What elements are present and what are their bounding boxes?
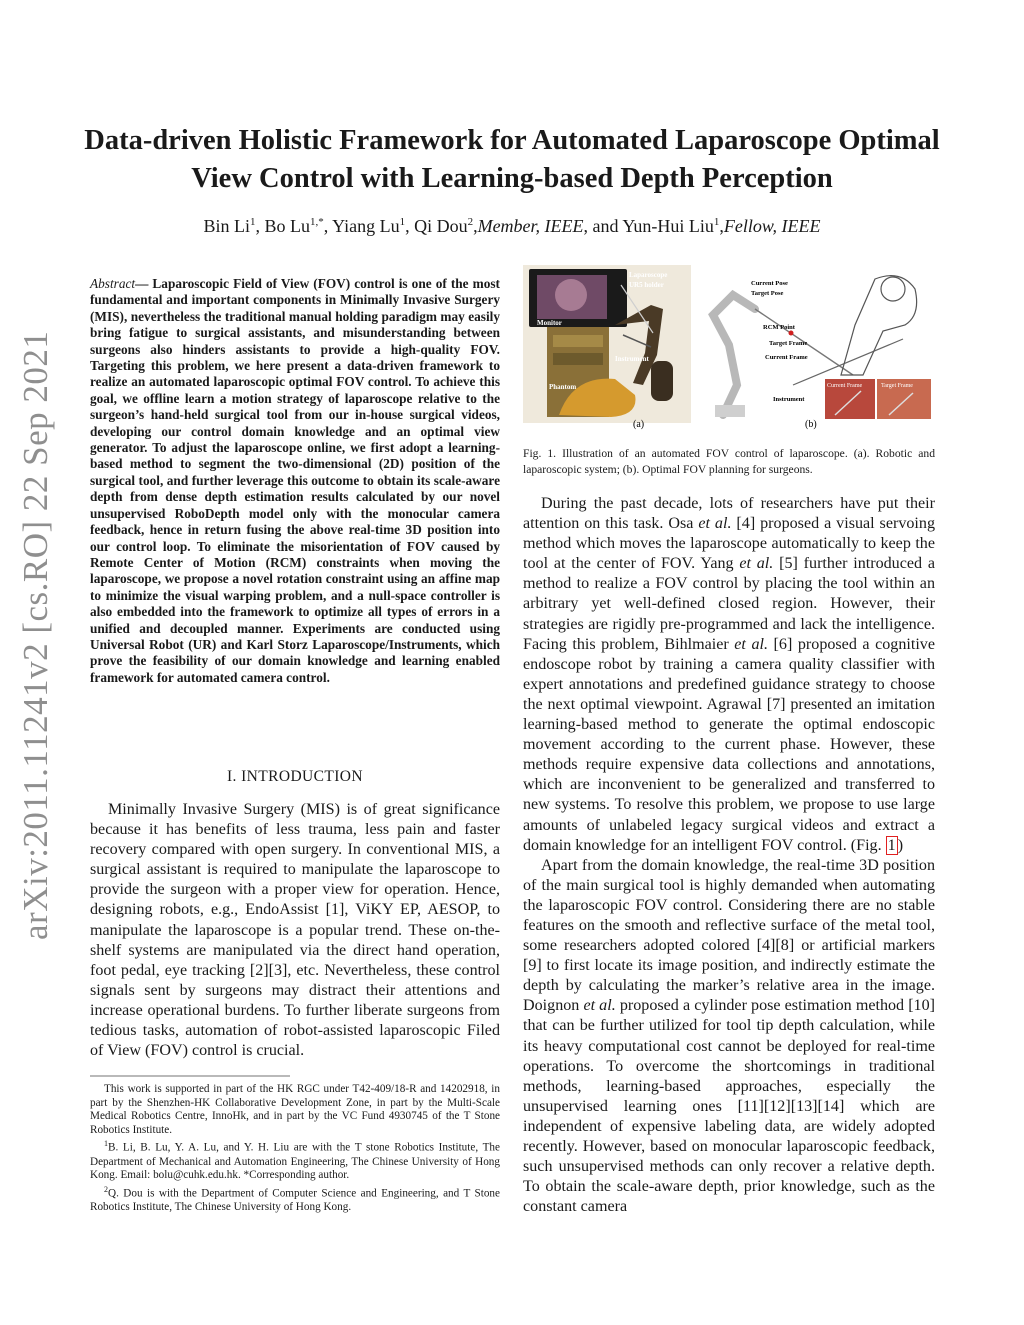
figure-label: UR5 holder bbox=[629, 281, 664, 289]
author-affiliation-mark: 1 bbox=[249, 216, 256, 228]
figure-label: Instrument bbox=[615, 355, 649, 363]
figure-1 bbox=[523, 265, 935, 435]
figure-label: Current Frame bbox=[765, 354, 808, 361]
text: [6] proposed a cognitive endoscope robot by training a camera quality classifier with expert annotations and predefined guidance strategy to choose the next optimal viewpoint. Agrawal [7] presented an imitation learning-based method to generate the optimal endoscopic movement according to the current phase. However, these methods require expensive data collections and annotations, which are inconvenient to be generalized and transferred to new systems. To resolve this problem, we propose to use large amounts of unlabeled legacy surgical videos and extract a domain knowledge for an intelligent FOV control. (Fig. bbox=[523, 635, 936, 854]
footnote-mark: 1 bbox=[104, 1139, 108, 1149]
paragraph bbox=[523, 494, 935, 856]
text: et al. bbox=[583, 997, 616, 1015]
footnote-affiliation-2 bbox=[90, 1183, 500, 1215]
figure-label: Target Frame bbox=[881, 383, 913, 389]
intro-text: Minimally Invasive Surgery (MIS) is of great significance because it has benefits of less trauma, less pain and faster recovery compared with open surgery. In conventional MIS, a surgical assistant is required to manipulate the laparoscope to provide the surgeon with a proper view for operation. Hence, designing robots, e.g., EndoAssist [1], ViKY EP, AESOP, to manipulate the laparoscope is a popular trend. These on-the-shelf systems are manipulated via the direct hand operation, foot pedal, eye tracking [2][3], etc. Nevertheless, these control signals sent by surgeons may distract their attentions and increase operational burdens. To further liberate surgeons from tedious tasks, automation of robot-assisted laparoscopic Filed of View (FOV) control is crucial. bbox=[90, 801, 500, 1060]
author-name: Yun-Hui Liu bbox=[622, 216, 714, 236]
footnote-affiliation-1 bbox=[90, 1137, 500, 1183]
text: [5] further introduced a method to realize a FOV control by placing the tool within an arbitrary yet well-defined closed region. However, their strategies are rigidly pre-programmed and lack the intelligence. Facing this problem, Bihlmaier bbox=[523, 555, 935, 653]
introduction-paragraph bbox=[90, 800, 500, 1061]
figure-label: Instrument bbox=[773, 396, 805, 403]
abstract-label: Abstract bbox=[90, 276, 136, 291]
text: During the past decade, lots of researchers have put their attention on this task. Osa bbox=[523, 495, 935, 533]
footnotes bbox=[90, 1083, 500, 1215]
figure-label: Laparoscope bbox=[629, 271, 668, 279]
text: et al. bbox=[739, 555, 774, 573]
right-column-text bbox=[523, 494, 935, 1217]
figure-panel-b bbox=[699, 265, 935, 423]
text: ) bbox=[897, 836, 904, 854]
text: proposed a cylinder pose estimation method [10] that can be further utilized for tool tip depth calculation, while its heavy computational cost cannot be deployed for real-time operations. To overcome the shortcomings in traditional methods, learning-based approaches, especially the unsupervised learning ones [11][12][13][14] which are independent of expensive labeling data, are widely adopted recently. However, based on monocular laparoscopic feedback, such unsupervised methods can only recover a relative depth. To obtain the scale-aware depth, prior knowledge, such as the constant camera bbox=[523, 997, 936, 1216]
author-name: Qi Dou bbox=[414, 216, 468, 236]
title-line-1: Data-driven Holistic Framework for Automated Laparoscope Optimal bbox=[84, 125, 940, 156]
footnote-mark: 2 bbox=[104, 1184, 108, 1194]
figure-label: Phantom bbox=[549, 383, 577, 391]
author-list: Bin Li$^1$, Bo $Lu^{1,*}$, Yiang Lu$^1$, Qi Dou$^2$,Member, IEEE, and Yun-Hui Liu$^1$,Fellow, IEEE bbox=[203, 216, 821, 236]
figure-label: Current Frame bbox=[827, 383, 863, 389]
footnote-funding: This work is supported in part of the HK RGC under T42-409/18-R and 14202918, in part by the Shenzhen-HK Collaborative Development Zone, in part by the Multi-Scale Medical Robotics Centre, InnoHk, and in part by the VC Fund 4930745 of the T Stone Robotics Institute. bbox=[90, 1083, 500, 1136]
author-affiliation-mark: 1 bbox=[713, 216, 720, 228]
text: Apart from the domain knowledge, the real-time 3D position of the main surgical tool is highly demanded when automating the laparoscopic FOV control. Considering there are no stable features on the smooth and reflective surface of the metal tool, some researchers adopted colored [4][8] or artificial markers [9] to first locate its image position, and indirectly estimate the depth by calculating the marker’s relative area in the image. Doignon bbox=[523, 856, 935, 1015]
figure-reference-link[interactable]: 1 bbox=[887, 836, 896, 854]
figure-caption: Fig. 1. Illustration of an automated FOV control of laparoscope. (a). Robotic and laparoscopic system; (b). Optimal FOV planning for surgeons. bbox=[523, 447, 935, 476]
arxiv-identifier: arXiv:2011.11241v2 [cs.RO] 22 Sep 2021 bbox=[16, 330, 55, 940]
text: et al. bbox=[734, 635, 768, 653]
figure-panel-a bbox=[523, 265, 691, 423]
rcm-point-marker bbox=[789, 331, 794, 336]
footnote-text: Q. Dou is with the Department of Computer Science and Engineering, and T Stone Robotics Institute, The Chinese University of Hong Kong. bbox=[90, 1187, 500, 1214]
text: [4] proposed a visual servoing method which moves the laparoscope automatically to keep the tool at the center of FOV. Yang bbox=[523, 515, 935, 573]
author-name: Bin Li bbox=[203, 216, 250, 236]
section-heading-introduction: I. INTRODUCTION bbox=[226, 768, 363, 785]
figure-label: Current Pose bbox=[751, 280, 788, 287]
figure-label: Monitor bbox=[537, 319, 562, 327]
figure-label: Target Frame bbox=[769, 340, 808, 347]
author-affiliation-mark: 1 bbox=[399, 216, 406, 228]
author-role: Fellow, IEEE bbox=[723, 216, 821, 236]
author-conjunction: and bbox=[592, 216, 619, 236]
author-affiliation-mark: 2 bbox=[467, 216, 474, 228]
figure-label: Target Pose bbox=[751, 290, 784, 297]
text: et al. bbox=[698, 515, 732, 533]
footnote-text: B. Li, B. Lu, Y. A. Lu, and Y. H. Liu are with the T stone Robotics Institute, The Department of Mechanical and Automation Engineering, The Chinese University of Hong Kong. Email: bolu@cuhk.edu.hk. *Corresponding author. bbox=[90, 1142, 500, 1182]
figure-label: RCM Point bbox=[763, 324, 795, 331]
author-name: Bo Lu bbox=[264, 216, 310, 236]
author-role: Member, IEEE bbox=[477, 216, 584, 236]
author-affiliation-mark: 1,* bbox=[309, 216, 324, 228]
abstract-text: — Laparoscopic Field of View (FOV) control is one of the most fundamental and important components in Minimally Invasive Surgery (MIS), nevertheless the traditional manual holding paradigm may easily bring fatigue to surgical assistants, and misunderstanding between surgeons also hinders assistants to provide a high-quality FOV. Targeting this problem, we here present a data-driven framework to realize an automated laparoscopic optimal FOV control. To achieve this goal, we offline learn a motion strategy of laparoscope relative to the surgeon’s hand-held surgical tool from our in-house surgical videos, developing our control domain knowledge and an optimal view generator. To adjust the laparoscope online, we first adopt a learning-based method to segment the two-dimensional (2D) position of the surgical tool, and further leverage this outcome to obtain its scale-aware depth from dense depth estimation results calculated by our novel unsupervised RoboDepth model only with the monocular camera feedback, hence in return fusing the above real-time 3D position into our control loop. To eliminate the misorientation of FOV caused by Remote Center of Motion (RCM) constraints when moving the laparoscope, we propose a novel rotation constraint using an affine map to minimize the visual warping problem, and a null-space controller is also embedded into the framework to optimize all types of errors in a unified and decoupled manner. Experiments are conducted using Universal Robot (UR) and Karl Storz Laparoscope/Instruments, which prove the feasibility of our domain knowledge and learning enabled framework for automated camera control. bbox=[90, 276, 500, 685]
footnote-divider bbox=[90, 1075, 290, 1077]
abstract bbox=[90, 276, 500, 686]
paragraph bbox=[523, 856, 935, 1218]
subfigure-label-b: (b) bbox=[805, 419, 817, 430]
author-name: Yiang Lu bbox=[332, 216, 400, 236]
subfigure-label-a: (a) bbox=[633, 419, 645, 430]
paper-title bbox=[60, 122, 964, 198]
title-line-2: View Control with Learning-based Depth Perception bbox=[191, 163, 833, 194]
